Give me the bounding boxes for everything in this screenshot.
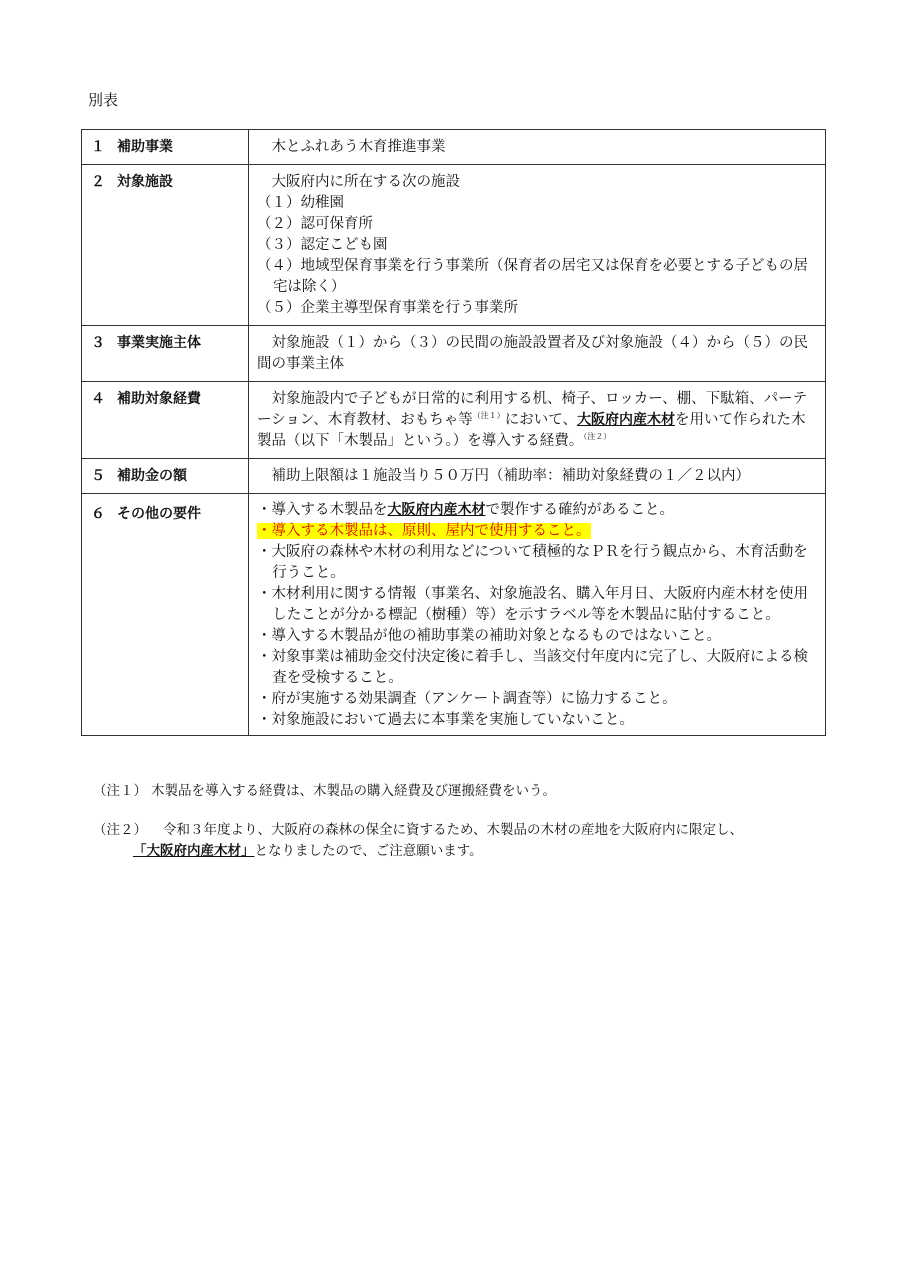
footnote-text: 令和３年度より、大阪府の森林の保全に資するため、木製品の木材の産地を大阪府内に限定し、 xyxy=(163,822,743,838)
facility-intro: 大阪府内に所在する次の施設 xyxy=(271,174,460,190)
table-row xyxy=(82,459,826,494)
table-row xyxy=(82,326,826,382)
row-label-cell xyxy=(82,382,249,459)
footnote-text: 木製品を導入する経費は、木製品の購入経費及び運搬経費をいう。 xyxy=(151,783,556,799)
row-number: ４ xyxy=(91,391,105,407)
project-name: 木とふれあう木育推進事業 xyxy=(271,139,446,155)
row-number: ３ xyxy=(91,335,105,351)
table-row xyxy=(82,494,826,736)
facility-item: （３）認定こども園 xyxy=(257,237,388,253)
row-label: 対象施設 xyxy=(117,174,173,190)
row-label-cell xyxy=(82,494,249,736)
expense-part-1: 対象施設内で子どもが日常的に利用する机、椅子、ロッカー、棚、下駄箱、パーテーション、木育教材、おもちゃ等 xyxy=(257,391,808,428)
row-number: ６ xyxy=(91,506,105,522)
osaka-wood-emphasis: 大阪府内産木材 xyxy=(387,502,486,518)
table-row xyxy=(82,382,826,459)
row-number: １ xyxy=(91,139,105,155)
subsidy-table xyxy=(81,129,826,736)
eligible-expense-text xyxy=(257,389,817,452)
note-ref-2: （注２） xyxy=(583,432,612,441)
facility-item: （４）地域型保育事業を行う事業所（保育者の居宅又は保育を必要とする子どもの居宅は除く） xyxy=(257,258,808,295)
osaka-wood-emphasis: 大阪府内産木材 xyxy=(576,412,675,428)
row-number: ２ xyxy=(91,174,105,190)
row-content-cell xyxy=(249,459,826,494)
note-ref-1: （注１） xyxy=(472,411,505,420)
expense-part-3: を用いて作られた木製品（以下「木製品」という。）を導入する経費。 xyxy=(257,412,806,449)
requirement-item: ・木材利用に関する情報（事業名、対象施設名、購入年月日、大阪府内産木材を使用したことが分かる標記（樹種）等）を示すラベル等を木製品に貼付すること。 xyxy=(257,586,808,623)
footnote-1 xyxy=(93,781,556,802)
row-label: 事業実施主体 xyxy=(117,335,201,351)
row-label: その他の要件 xyxy=(117,506,201,522)
table-row xyxy=(82,130,826,165)
row-number: ５ xyxy=(91,468,105,484)
osaka-wood-emphasis: 「大阪府内産木材」 xyxy=(133,843,255,859)
requirement-item: ・大阪府の森林や木材の利用などについて積極的なＰＲを行う観点から、木育活動を行うこと。 xyxy=(257,544,808,581)
footnote-text: となりましたので、ご注意願います。 xyxy=(254,843,483,859)
requirement-item: ・導入する木製品が他の補助事業の補助対象となるものではないこと。 xyxy=(257,628,721,644)
requirement-item xyxy=(257,500,817,521)
requirement-item-highlighted xyxy=(257,521,817,542)
subsidy-amount-text: 補助上限額は１施設当り５０万円（補助率：補助対象経費の１／２以内） xyxy=(271,468,750,484)
requirement-item: ・府が実施する効果調査（アンケート調査等）に協力すること。 xyxy=(257,691,677,707)
highlighted-text: ・導入する木製品は、原則、屋内で使用すること。 xyxy=(257,523,591,539)
row-label: 補助事業 xyxy=(117,139,173,155)
facility-item: （２）認可保育所 xyxy=(257,216,373,232)
row-label: 補助対象経費 xyxy=(117,391,201,407)
table-row xyxy=(82,165,826,326)
implementer-text: 対象施設（１）から（３）の民間の施設設置者及び対象施設（４）から（５）の民間の事業主体 xyxy=(257,335,808,372)
row-content-cell xyxy=(249,382,826,459)
requirement-text: で製作する確約があること。 xyxy=(485,502,674,518)
expense-part-2: において、 xyxy=(504,412,577,428)
footnote-label: （注１） xyxy=(93,783,147,799)
requirement-item: ・対象事業は補助金交付決定後に着手し、当該交付年度内に完了し、大阪府による検査を受検すること。 xyxy=(257,649,808,686)
footnote-2 xyxy=(93,820,743,862)
row-label-cell xyxy=(82,130,249,165)
requirement-item: ・対象施設において過去に本事業を実施していないこと。 xyxy=(257,712,634,728)
facility-item: （１）幼稚園 xyxy=(257,195,344,211)
facility-item: （５）企業主導型保育事業を行う事業所 xyxy=(257,300,518,316)
footnote-label: （注２） xyxy=(93,822,147,838)
row-content-cell xyxy=(249,130,826,165)
row-label-cell xyxy=(82,165,249,326)
row-content-cell xyxy=(249,326,826,382)
page-label: 別表 xyxy=(88,91,119,109)
row-label: 補助金の額 xyxy=(117,468,187,484)
row-content-cell xyxy=(249,494,826,736)
row-label-cell xyxy=(82,459,249,494)
requirement-text: ・導入する木製品を xyxy=(257,502,388,518)
row-label-cell xyxy=(82,326,249,382)
row-content-cell xyxy=(249,165,826,326)
